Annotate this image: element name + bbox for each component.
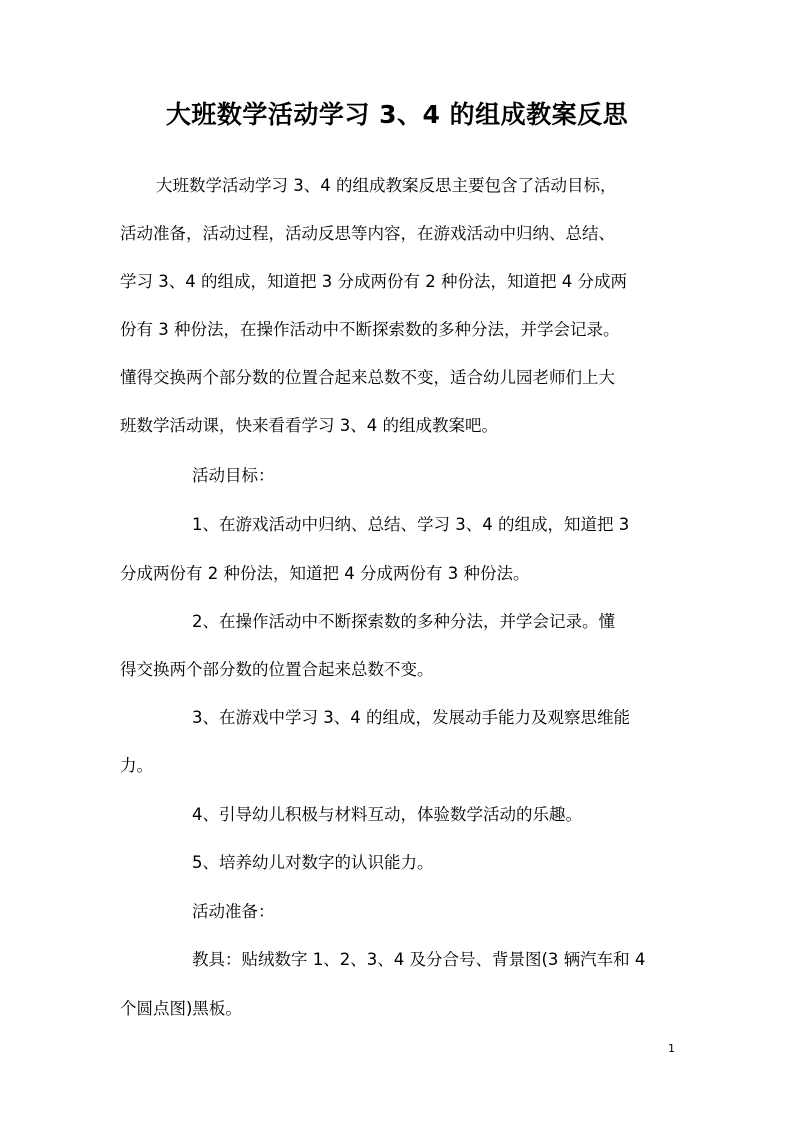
prep-line-1: 教具：贴绒数字 1、2、3、4 及分合号、背景图(3 辆汽车和 4 [192, 950, 646, 969]
goal-3-line-2: 力。 [120, 756, 153, 775]
goal-4: 4、引导幼儿积极与材料互动，体验数学活动的乐趣。 [192, 805, 582, 824]
intro-line-4: 份有 3 种份法，在操作活动中不断探索数的多种分法，并学会记录。 [120, 320, 620, 339]
intro-line-2: 活动准备，活动过程，活动反思等内容，在游戏活动中归纳、总结、 [120, 224, 615, 243]
goal-2-line-2: 得交换两个部分数的位置合起来总数不变。 [120, 660, 434, 679]
goal-3-line-1: 3、在游戏中学习 3、4 的组成，发展动手能力及观察思维能 [192, 708, 630, 727]
page-title: 大班数学活动学习 3、4 的组成教案反思 [165, 100, 629, 129]
intro-line-3: 学习 3、4 的组成，知道把 3 分成两份有 2 种份法，知道把 4 分成两 [120, 272, 627, 291]
intro-line-5: 懂得交换两个部分数的位置合起来总数不变，适合幼儿园老师们上大 [120, 368, 615, 387]
prep-heading: 活动准备： [192, 902, 275, 921]
goal-1-line-1: 1、在游戏活动中归纳、总结、学习 3、4 的组成，知道把 3 [192, 515, 630, 534]
goal-2-line-1: 2、在操作活动中不断探索数的多种分法，并学会记录。懂 [192, 612, 615, 631]
page-number: 1 [668, 1042, 675, 1055]
goal-1-line-2: 分成两份有 2 种份法，知道把 4 分成两份有 3 种份法。 [120, 564, 530, 583]
goals-heading: 活动目标： [192, 466, 275, 485]
intro-line-6: 班数学活动课，快来看看学习 3、4 的组成教案吧。 [120, 416, 498, 435]
intro-line-1: 大班数学活动学习 3、4 的组成教案反思主要包含了活动目标， [156, 176, 617, 195]
prep-line-2: 个圆点图)黑板。 [120, 999, 242, 1018]
goal-5: 5、培养幼儿对数字的认识能力。 [192, 853, 434, 872]
